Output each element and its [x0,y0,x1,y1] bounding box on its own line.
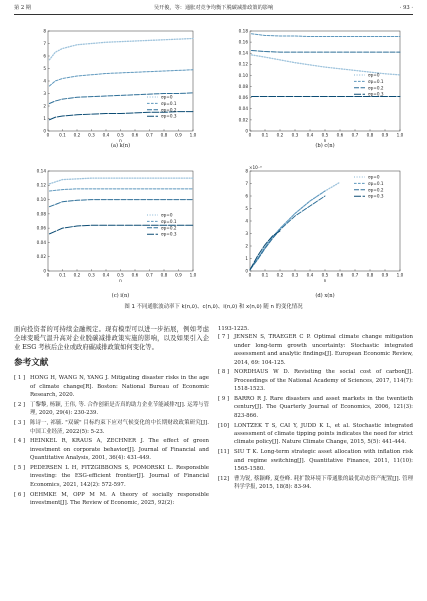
reference-number: [11] [218,449,230,456]
x-tick-label: 0.7 [351,272,359,278]
reference-number: [ 9 ] [218,396,230,403]
x-tick-label: 0.9 [381,132,389,138]
legend [354,175,384,199]
x-tick-label: 0.2 [73,272,81,278]
x-tick-label: 0.2 [73,132,81,138]
y-tick-label: 4 [245,218,248,224]
x-tick-label: 0.9 [175,272,182,278]
x-tick-label: 0.4 [306,132,314,138]
x-tick-label: 0.7 [146,272,153,278]
reference-number: [12] [218,475,230,482]
reference-item [218,368,413,393]
y-tick-label: 0.14 [36,168,46,174]
x-tick-label: 1.0 [189,132,197,138]
reference-list-left [14,374,209,507]
subfigure-label: (c) i(n) [111,293,130,299]
reference-text: HONG H, WANG N, YANG J. Mitigating disaster risks in the age of climate change[R]. Boston: National Bureau of Economic Research, 2020. [30,375,209,399]
left-column [14,325,209,509]
legend-label: σp=0.3 [161,113,177,119]
series-line-1 [49,189,193,191]
subfigure-label: (b) c(n) [315,143,335,149]
x-tick-label: 0.3 [88,272,95,278]
legend-label: σp=0.1 [161,100,177,106]
reference-number: [ 5 ] [14,464,26,471]
x-tick-label: 0.5 [117,272,124,278]
y-tick-label: 7 [43,40,46,46]
y-tick-label: 7 [245,180,248,186]
y-tick-label: 0.18 [238,28,248,34]
x-tick-label: 0.4 [102,272,110,278]
legend-label: σp=0 [368,174,380,180]
series-line-2 [250,196,325,270]
x-tick-label: 0.6 [336,132,344,138]
y-tick-label: 0.14 [238,50,248,56]
reference-item [14,401,209,418]
legend [354,73,384,97]
x-tick-label: 1.0 [396,272,404,278]
x-tick-label: 0.1 [261,132,269,138]
subfigure-label: (a) k(n) [110,143,131,149]
x-tick-label: 0 [248,272,252,278]
y-tick-label: 0.10 [36,196,46,202]
y-tick-label: 0 [245,268,248,274]
reference-item [14,419,209,436]
figure-1 [0,16,427,316]
x-tick-label: 0.4 [102,132,110,138]
reference-item [14,437,209,462]
reference-item [14,491,209,508]
reference-text: NORDHAUS W D. Revisiting the social cost of carbon[J]. Proceedings of the National Academy of Sciences, 2017, 114(7): 1518-1523. [234,369,413,393]
series-line-1 [250,191,325,270]
y-tick-label: 3 [43,90,46,96]
y-tick-label: 0.04 [238,106,248,112]
y-tick-label: 2 [43,103,46,109]
y-multiplier: ×10⁻³ [249,165,262,170]
conclusion-paragraph: 面向投资者的可持续金融规定。现有模型可以进一步拓展，例如考虑全球变暖气温升高对企业脱碳减排政策实施的影响，以及如果引入企业 ESG 考核后企业或政府碳减排政策如何变化等。 [14,326,209,352]
x-tick-label: 0.3 [88,132,95,138]
x-tick-label: 0.9 [175,132,182,138]
reference-text: OEHMKE M, OPP M M. A theory of socially responsible investment[J]. The Review of Economic, 2025, 92(2): [30,491,209,506]
plot-frame [250,171,400,271]
x-axis-label: n [119,138,122,143]
reference-continuation: 1193-1225. [218,326,249,332]
series-line-0 [250,182,340,270]
x-tick-label: 0.3 [291,132,299,138]
reference-number: [ 1 ] [14,375,26,382]
figure-panels [0,16,427,306]
y-tick-label: 0.08 [238,83,248,89]
x-tick-label: 0.8 [160,272,168,278]
page-header [14,3,413,13]
y-tick-label: 5 [43,65,46,71]
y-tick-label: 6 [245,193,248,199]
y-tick-label: 1 [43,115,46,121]
reference-number: [ 7 ] [218,334,230,341]
legend-label: σp=0.3 [368,193,384,199]
x-tick-label: 0.1 [59,132,66,138]
series-line-2 [49,200,193,207]
legend-label: σp=0.1 [368,78,384,84]
reference-text: JENSEN S, TRAEGER C P. Optimal climate change mitigation under long-term growth uncertainty: Stochastic integrated assessment and analytic findings[J]. European Economic Review, 2014, 69: 104-125. [234,334,413,366]
series-line-0 [49,39,193,60]
x-tick-label: 0.8 [160,132,168,138]
x-tick-label: 0.6 [131,272,139,278]
legend-label: σp=0.1 [161,218,177,224]
reference-item [218,422,413,447]
y-tick-label: 4 [43,78,46,84]
x-tick-label: 0.5 [321,272,329,278]
reference-text: 丁黎黎, 杨颖, 王伟, 等. 合作创新是否真的助力企业节能减排?[J]. 运筹与管理, 2020, 29(4): 230-239. [30,401,209,417]
legend-label: σp=0 [161,94,173,100]
x-tick-label: 0 [248,132,252,138]
references-title: 参考文献 [14,358,49,369]
reference-item [218,475,413,492]
y-tick-label: 0.12 [238,61,248,67]
x-tick-label: 0.1 [59,272,66,278]
chart-panel-c [37,168,197,299]
x-tick-label: 0 [46,132,50,138]
x-tick-label: 0.5 [321,132,329,138]
x-tick-label: 1.0 [189,272,197,278]
x-tick-label: 0.9 [381,272,389,278]
chart-panel-b [239,28,404,149]
legend-label: σp=0.2 [368,187,384,193]
legend-label: σp=0.1 [368,180,384,186]
reference-text: 陈诗一, 祁毓. "双碳" 目标约束下应对气候变化的中长期财政政策研究[J]. 中国工业经济, 2022(5): 5-23. [30,420,209,435]
legend-label: σp=0 [161,212,173,218]
reference-number: [ 8 ] [218,369,230,376]
y-tick-label: 8 [43,28,46,34]
reference-number: [ 3 ] [14,420,26,427]
legend-label: σp=0.2 [161,225,177,231]
chart-panel-a [43,28,196,149]
page-number: · 93 · [399,5,413,11]
reference-text: SIU T K. Long-term strategic asset allocation with inflation risk and regime switching[J]. Quantitative Finance, 2011, 11(10): 1565-1580. [234,449,413,473]
x-tick-label: 0.1 [261,272,269,278]
legend-label: σp=0.3 [161,231,177,237]
y-tick-label: 1 [245,255,248,261]
legend-label: σp=0.2 [161,107,177,113]
x-tick-label: 0.6 [336,272,344,278]
legend-label: σp=0 [368,72,380,78]
reference-item [218,448,413,473]
y-tick-label: 0.08 [36,211,46,217]
reference-number: [ 6 ] [14,491,26,498]
x-tick-label: 0.2 [276,132,284,138]
series-line-2 [252,50,401,52]
right-column [218,325,413,493]
y-tick-label: 0.10 [238,72,248,78]
y-tick-label: 0.16 [238,39,248,45]
reference-text: HEINKEL R, KRAUS A, ZECHNER J. The effect of green investment on corporate behavior[J]. Journal of Financial and Quantitative Analysis, 2001, 36(4): 431-449. [30,438,209,462]
y-tick-label: 6 [43,53,46,59]
x-tick-label: 0.8 [366,132,374,138]
y-tick-label: 0.02 [238,117,248,123]
y-tick-label: 0.12 [36,182,46,188]
x-tick-label: 0.5 [117,132,124,138]
reference-number: [ 2 ] [14,401,26,408]
y-tick-label: 0.02 [36,254,46,260]
x-tick-label: 0 [46,272,50,278]
y-tick-label: 8 [245,168,248,174]
reference-item [14,374,209,399]
x-axis-label: n [323,278,327,283]
series-line-1 [252,34,401,37]
subfigure-label: (d) x(n) [315,293,335,299]
legend [147,213,177,237]
x-tick-label: 1.0 [396,132,404,138]
x-tick-label: 0.3 [291,272,299,278]
x-tick-label: 0.2 [276,272,284,278]
x-tick-label: 0.7 [146,132,153,138]
legend-label: σp=0.3 [368,91,384,97]
y-tick-label: 5 [245,205,248,211]
y-tick-label: 2 [245,243,248,249]
reference-item [218,333,413,367]
legend-label: σp=0.2 [368,85,384,91]
issue-label: 第 2 期 [14,5,31,11]
x-axis-label: n [323,138,327,143]
legend [147,95,177,119]
x-axis-label: n [119,278,122,283]
figure-caption: 图 1 不同通胀波动率下 k(n,ῡ)、c(n,ῡ)、i(n,ῡ) 和 x(n,ῡ) 随 n 的变化情况 [124,304,303,310]
x-tick-label: 0.7 [351,132,359,138]
y-tick-label: 3 [245,230,248,236]
x-tick-label: 0.4 [306,272,314,278]
reference-number: [10] [218,422,230,429]
reference-text: BARRO R J. Rare disasters and asset markets in the twentieth century[J]. The Quarterly Journal of Economics, 2006, 121(3): 823-866. [234,396,413,419]
reference-item [14,464,209,489]
reference-list-right [218,333,413,491]
y-tick-label: 0.06 [36,225,46,231]
x-tick-label: 0.6 [131,132,139,138]
y-tick-label: 0.06 [238,95,248,101]
running-title: 吴开俊，等：通胀对竞争均衡下脱碳减排政策的影响 [153,5,274,11]
series-line-1 [49,70,193,86]
y-tick-label: 0 [245,128,248,134]
series-line-0 [49,178,193,184]
y-tick-label: 0 [43,268,46,274]
reference-item [218,395,413,420]
reference-number: [ 4 ] [14,438,26,445]
reference-text: PEDERSEN L H, FITZGIBBONS S, POMORSKI L. Responsible investing: the ESG-efficient frontier[J]. Journal of Financial Economics, 2021, 142(2): 572-597. [30,464,209,488]
header-rule [14,14,413,15]
chart-panel-d [245,165,403,299]
y-tick-label: 0 [43,128,46,134]
reference-text: 曹为锐, 蔡颖峰, 夏登峰. 耗扩散环境下带通胀的最优动态资产配置[J]. 管理科学学报, 2015, 18(8): 83-94. [234,475,413,491]
reference-text: LONTZEK T S, CAI Y, JUDD K L, et al. Stochastic integrated assessment of climate tipping points indicates the need for strict climate policy[J]. Nature Climate Change, 2015, 5(5): 441-444. [234,422,413,446]
x-tick-label: 0.8 [366,272,374,278]
y-tick-label: 0.04 [36,239,46,245]
